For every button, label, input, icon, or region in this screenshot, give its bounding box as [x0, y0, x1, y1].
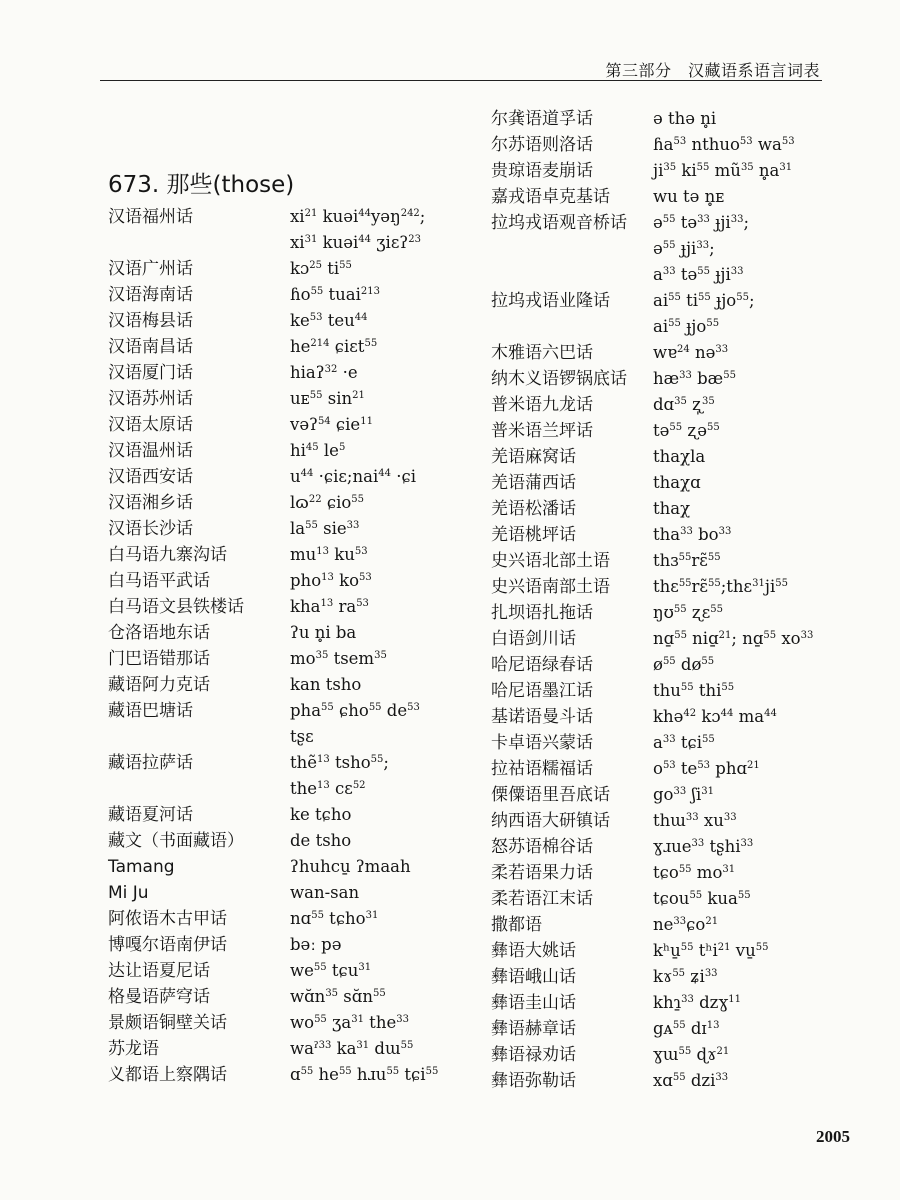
word-form: pha$^{55}$ ɕho$^{55}$ $de^{53}$ — [290, 701, 420, 720]
language-name: 汉语厦门话 — [108, 363, 193, 383]
language-entry — [108, 802, 468, 828]
word-form: $ai^{55}$ $ti^{55}$ ɟjo$^{55}$; — [653, 291, 755, 310]
language-entry — [491, 912, 851, 938]
language-name: 普米语兰坪话 — [491, 421, 593, 441]
language-entry — [108, 490, 468, 516]
language-entry — [108, 958, 468, 984]
word-forms — [653, 860, 851, 886]
language-name: 藏文（书面藏语） — [108, 831, 244, 851]
word-forms — [653, 496, 851, 522]
language-name: 拉坞戎语观音桥话 — [491, 213, 627, 233]
language-name: 彝语弥勒话 — [491, 1071, 576, 1091]
word-form: ə$^{55}$ ɟji$^{33}$; — [653, 239, 715, 258]
word-forms — [290, 568, 468, 594]
language-name: 拉祜语糯福话 — [491, 759, 593, 779]
language-entry — [108, 438, 468, 464]
word-form: nɑ̱$^{55}$ niɑ̱$^{21}$; nɑ̱$^{55}$ $xo^{33}$ — [653, 629, 814, 648]
word-forms — [653, 652, 851, 678]
language-entry — [108, 282, 468, 308]
language-name: 柔若语果力话 — [491, 863, 593, 883]
language-entry — [491, 184, 851, 210]
page-number: 2005 — [816, 1127, 850, 1146]
word-form: bəː pə — [290, 935, 342, 954]
word-form: $ji^{35}$ $ki^{55}$ $mũ^{35}$ $n̥a^{31}$ — [653, 161, 793, 180]
word-form: $ke^{53}$ teu$^{44}$ — [290, 311, 368, 330]
word-forms — [653, 600, 851, 626]
language-entry — [491, 860, 851, 886]
word-forms — [290, 932, 468, 958]
word-form: thẽ$^{13}$ tsho$^{55}$; — [290, 753, 389, 772]
word-forms — [653, 184, 851, 210]
language-name: 彝语大姚话 — [491, 941, 576, 961]
language-name: 格曼语萨穹话 — [108, 987, 210, 1007]
word-forms — [290, 438, 468, 464]
language-name: 嘉戎语卓克基话 — [491, 187, 610, 207]
word-form: thaχɑ — [653, 473, 701, 492]
language-name: 羌语麻窝话 — [491, 447, 576, 467]
language-name: 彝语禄劝话 — [491, 1045, 576, 1065]
language-name: 汉语长沙话 — [108, 519, 193, 539]
word-forms — [653, 782, 851, 808]
word-form: ʔhuhcu̱ ʔmaah — [290, 857, 411, 876]
word-forms — [290, 1062, 468, 1088]
language-name: 苏龙语 — [108, 1039, 159, 1059]
word-form: $la^{55}$ sie$^{33}$ — [290, 519, 360, 538]
word-forms — [290, 802, 468, 828]
word-forms — [290, 1010, 468, 1036]
language-entry — [108, 984, 468, 1010]
language-name: 博嘎尔语南伊话 — [108, 935, 227, 955]
word-form: the$^{13}$ cɛ$^{52}$ — [290, 779, 366, 798]
word-form: $ne^{33}ɕo^{21}$ — [653, 915, 719, 934]
word-forms — [653, 1068, 851, 1094]
language-entry — [491, 678, 851, 704]
word-form: $we^{55}$ tɕu$^{31}$ — [290, 961, 372, 980]
language-name: 藏语夏河话 — [108, 805, 193, 825]
language-entry — [108, 334, 468, 360]
word-forms — [290, 386, 468, 412]
word-forms — [290, 360, 468, 386]
language-entry — [491, 366, 851, 392]
word-form: khɿ̱$^{33}$ dzɣ$^{11}$ — [653, 993, 741, 1012]
language-entry — [491, 106, 851, 132]
entry-title: 673. 那些(those) — [108, 172, 295, 198]
language-entry — [491, 548, 851, 574]
language-name: 藏语拉萨话 — [108, 753, 193, 773]
language-entry — [491, 444, 851, 470]
language-name: 汉语福州话 — [108, 207, 193, 227]
language-name: 汉语苏州话 — [108, 389, 193, 409]
word-forms — [290, 464, 468, 490]
language-entry — [491, 132, 851, 158]
word-form: pho$^{13}$ $ko^{53}$ — [290, 571, 372, 590]
language-name: 汉语湘乡话 — [108, 493, 193, 513]
language-entry — [108, 932, 468, 958]
word-forms — [653, 626, 851, 652]
word-forms — [653, 522, 851, 548]
language-name: 哈尼语绿春话 — [491, 655, 593, 675]
word-forms — [290, 308, 468, 334]
word-form: kɔ$^{25}$ $ti^{55}$ — [290, 259, 352, 278]
word-forms — [653, 808, 851, 834]
language-entry — [491, 1042, 851, 1068]
word-forms — [653, 886, 851, 912]
language-name: 彝语赫章话 — [491, 1019, 576, 1039]
word-form: ɣɯ$^{55}$ ɖɤ$^{21}$ — [653, 1045, 730, 1064]
language-entry — [108, 1010, 468, 1036]
language-entry — [491, 886, 851, 912]
language-entry — [108, 646, 468, 672]
language-entry — [491, 496, 851, 522]
language-entry — [491, 626, 851, 652]
word-forms — [653, 964, 851, 990]
word-form: tʂɛ — [290, 727, 314, 746]
word-forms — [290, 984, 468, 1010]
language-name: Mi Ju — [108, 883, 149, 903]
language-name: 扎坝语扎拖话 — [491, 603, 593, 623]
word-form: ɣɹue$^{33}$ tʂhi$^{33}$ — [653, 837, 754, 856]
word-forms — [653, 938, 851, 964]
language-name: 哈尼语墨江话 — [491, 681, 593, 701]
word-form: $u^{44}$ ·ɕiɛ;nai$^{44}$ ·ɕi — [290, 467, 416, 486]
language-name: 汉语西安话 — [108, 467, 193, 487]
language-entry — [108, 516, 468, 542]
word-forms — [653, 470, 851, 496]
word-form: thu$^{55}$ thi$^{55}$ — [653, 681, 735, 700]
word-form: lɷ$^{22}$ ɕio$^{55}$ — [290, 493, 365, 512]
word-form: tha$^{33}$ $bo^{33}$ — [653, 525, 732, 544]
language-entry — [108, 412, 468, 438]
language-name: 羌语松潘话 — [491, 499, 576, 519]
word-forms — [653, 1016, 851, 1042]
language-name: 木雅语六巴话 — [491, 343, 593, 363]
word-forms — [653, 574, 851, 600]
word-form: waˀ$^{33}$ $ka^{31}$ dɯ$^{55}$ — [290, 1039, 414, 1058]
word-forms — [290, 750, 468, 802]
word-form: $he^{214}$ ɕiɛt$^{55}$ — [290, 337, 378, 356]
language-name: 藏语巴塘话 — [108, 701, 193, 721]
word-forms — [653, 106, 851, 132]
running-header: 第三部分 汉藏语系语言词表 — [605, 61, 820, 80]
language-name: 汉语海南话 — [108, 285, 193, 305]
language-name: 汉语广州话 — [108, 259, 193, 279]
word-forms — [653, 548, 851, 574]
language-entry — [108, 464, 468, 490]
language-name: 纳西语大研镇话 — [491, 811, 610, 831]
language-name: 汉语温州话 — [108, 441, 193, 461]
word-forms — [290, 906, 468, 932]
word-form: ke tɕho — [290, 805, 352, 824]
language-entry — [108, 698, 468, 750]
word-form: $mu^{13}$ $ku^{53}$ — [290, 545, 368, 564]
language-name: 柔若语江末话 — [491, 889, 593, 909]
language-entry — [491, 808, 851, 834]
language-entry — [108, 672, 468, 698]
word-form: $hi^{45}$ $le^5$ — [290, 441, 346, 460]
word-form: thaχla — [653, 447, 706, 466]
word-form: tɕo$^{55}$ $mo^{31}$ — [653, 863, 736, 882]
word-form: kʰu̱$^{55}$ tʰi$^{21}$ vu̱$^{55}$ — [653, 941, 769, 960]
language-name: 白马语平武话 — [108, 571, 210, 591]
language-entry — [108, 308, 468, 334]
word-form: $ai^{55}$ ɟjo$^{55}$ — [653, 317, 720, 336]
word-form: $hæ^{33}$ $bæ^{55}$ — [653, 369, 736, 388]
language-name: 基诺语曼斗话 — [491, 707, 593, 727]
word-form: nɑ$^{55}$ tɕho$^{31}$ — [290, 909, 379, 928]
language-name: 尔苏语则洛话 — [491, 135, 593, 155]
word-form: xɑ$^{55}$ dzi$^{33}$ — [653, 1071, 729, 1090]
language-entry — [491, 158, 851, 184]
word-form: thaχ — [653, 499, 691, 518]
word-form: kan tsho — [290, 675, 362, 694]
word-forms — [290, 542, 468, 568]
language-name: 阿侬语木古甲话 — [108, 909, 227, 929]
word-form: tə$^{55}$ ʐə$^{55}$ — [653, 421, 720, 440]
word-forms — [290, 204, 468, 256]
word-form: ŋʊ$^{55}$ ʐɛ$^{55}$ — [653, 603, 723, 622]
language-entry — [491, 704, 851, 730]
word-form: dɑ$^{35}$ ʐ̩$^{35}$ — [653, 395, 715, 414]
language-name: 义都语上察隅话 — [108, 1065, 227, 1085]
language-name: 白马语文县铁楼话 — [108, 597, 244, 617]
word-form: ə thə n̥i — [653, 109, 717, 128]
word-forms — [290, 672, 468, 698]
language-entry — [491, 1016, 851, 1042]
word-forms — [653, 392, 851, 418]
language-name: 史兴语北部土语 — [491, 551, 610, 571]
language-name: 普米语九龙话 — [491, 395, 593, 415]
word-forms — [290, 594, 468, 620]
language-entry — [491, 834, 851, 860]
word-form: wan-san — [290, 883, 360, 902]
language-entry — [491, 340, 851, 366]
word-forms — [653, 990, 851, 1016]
language-entry — [491, 964, 851, 990]
language-entry — [108, 204, 468, 256]
left-column — [108, 204, 468, 1088]
word-form: gᴀ$^{55}$ dɪ$^{13}$ — [653, 1019, 720, 1038]
language-entry — [108, 1036, 468, 1062]
word-form: khə$^{42}$ kɔ$^{44}$ $ma^{44}$ — [653, 707, 777, 726]
word-forms — [290, 334, 468, 360]
word-form: wu tə n̥ᴇ — [653, 187, 725, 206]
language-name: 汉语太原话 — [108, 415, 193, 435]
word-forms — [653, 1042, 851, 1068]
language-entry — [108, 620, 468, 646]
word-forms — [290, 516, 468, 542]
language-entry — [491, 730, 851, 756]
word-forms — [290, 620, 468, 646]
word-form: hiaʔ$^{32}$ ·e — [290, 363, 358, 382]
word-forms — [290, 490, 468, 516]
word-form: ʔu n̥i ba — [290, 623, 357, 642]
word-forms — [653, 288, 851, 340]
language-entry — [108, 542, 468, 568]
language-name: 傈僳语里吾底话 — [491, 785, 610, 805]
word-form: $ø^{55}$ $dø^{55}$ — [653, 655, 715, 674]
word-forms — [290, 1036, 468, 1062]
language-name: 汉语梅县话 — [108, 311, 193, 331]
language-name: 白语剑川话 — [491, 629, 576, 649]
language-entry — [108, 750, 468, 802]
word-forms — [290, 958, 468, 984]
word-forms — [653, 834, 851, 860]
word-forms — [653, 704, 851, 730]
word-form: thɜ$^{55}$rɛ̃$^{55}$ — [653, 551, 721, 570]
word-form: $a^{33}$ tɕi$^{55}$ — [653, 733, 715, 752]
word-form: kha$^{13}$ $ra^{53}$ — [290, 597, 369, 616]
language-entry — [491, 1068, 851, 1094]
language-entry — [491, 418, 851, 444]
language-entry — [491, 782, 851, 808]
word-form: $go^{33}$ ʃi$^{31}$ — [653, 785, 714, 804]
language-name: 撒都语 — [491, 915, 542, 935]
word-forms — [653, 756, 851, 782]
word-form: ɑ$^{55}$ $he^{55}$ hɹu$^{55}$ tɕi$^{55}$ — [290, 1065, 439, 1084]
language-entry — [491, 652, 851, 678]
header-rule — [100, 80, 822, 81]
word-form: $wo^{55}$ ʒa$^{31}$ the$^{33}$ — [290, 1013, 409, 1032]
language-name: 卡卓语兴蒙话 — [491, 733, 593, 753]
language-name: 门巴语错那话 — [108, 649, 210, 669]
language-entry — [491, 470, 851, 496]
language-name: 景颇语铜壁关话 — [108, 1013, 227, 1033]
language-name: 彝语峨山话 — [491, 967, 576, 987]
word-form: vəʔ$^{54}$ ɕie$^{11}$ — [290, 415, 373, 434]
word-form: $o^{53}$ $te^{53}$ phɑ$^{21}$ — [653, 759, 760, 778]
language-entry — [108, 360, 468, 386]
language-name: 贵琼语麦崩话 — [491, 161, 593, 181]
language-name: 尔龚语道孚话 — [491, 109, 593, 129]
word-forms — [290, 698, 468, 750]
language-name: 史兴语南部土语 — [491, 577, 610, 597]
word-form: $thɛ^{55}rɛ̃^{55};thɛ^{31}ji^{55}$ — [653, 577, 788, 596]
word-forms — [290, 828, 468, 854]
language-entry — [108, 906, 468, 932]
word-forms — [290, 412, 468, 438]
word-form: thɯ$^{33}$ $xu^{33}$ — [653, 811, 737, 830]
word-forms — [653, 678, 851, 704]
word-form: $mo^{35}$ tsem$^{35}$ — [290, 649, 387, 668]
word-form: de tsho — [290, 831, 352, 850]
word-forms — [290, 880, 468, 906]
word-forms — [653, 444, 851, 470]
language-name: 怒苏语棉谷话 — [491, 837, 593, 857]
language-name: Tamang — [108, 857, 175, 877]
word-form: $xi^{21}$ kuəi$^{44}$yəŋ$^{242}$; — [290, 207, 426, 226]
language-entry — [491, 288, 851, 340]
language-entry — [491, 574, 851, 600]
word-forms — [653, 730, 851, 756]
word-forms — [653, 158, 851, 184]
language-entry — [108, 828, 468, 854]
word-forms — [653, 418, 851, 444]
word-forms — [290, 646, 468, 672]
language-name: 拉坞戎语业隆话 — [491, 291, 610, 311]
word-form: ɦo$^{55}$ tuai$^{213}$ — [290, 285, 381, 304]
language-name: 汉语南昌话 — [108, 337, 193, 357]
word-form: kɤ$^{55}$ ʑi$^{33}$ — [653, 967, 718, 986]
language-name: 纳木义语锣锅底话 — [491, 369, 627, 389]
language-entry — [491, 600, 851, 626]
word-form: $a^{33}$ tə$^{55}$ ɟji$^{33}$ — [653, 265, 744, 284]
language-entry — [491, 522, 851, 548]
language-name: 达让语夏尼话 — [108, 961, 210, 981]
word-form: wɐ$^{24}$ nə$^{33}$ — [653, 343, 729, 362]
language-name: 羌语蒲西话 — [491, 473, 576, 493]
language-entry — [108, 854, 468, 880]
language-entry — [491, 990, 851, 1016]
word-forms — [653, 340, 851, 366]
word-forms — [653, 912, 851, 938]
word-form: $xi^{31}$ kuəi$^{44}$ ʒiɛʔ$^{23}$ — [290, 233, 421, 252]
word-form: tɕou$^{55}$ kua$^{55}$ — [653, 889, 751, 908]
language-name: 彝语圭山话 — [491, 993, 576, 1013]
language-entry — [491, 938, 851, 964]
word-forms — [653, 366, 851, 392]
language-name: 羌语桃坪话 — [491, 525, 576, 545]
word-form: ɦa$^{53}$ nthuo$^{53}$ $wa^{53}$ — [653, 135, 795, 154]
word-forms — [653, 210, 851, 288]
word-form: ə$^{55}$ tə$^{33}$ ɟji$^{33}$; — [653, 213, 750, 232]
word-forms — [290, 854, 468, 880]
language-name: 仓洛语地东话 — [108, 623, 210, 643]
language-entry — [108, 880, 468, 906]
word-forms — [653, 132, 851, 158]
language-name: 藏语阿力克话 — [108, 675, 210, 695]
word-forms — [290, 256, 468, 282]
language-entry — [491, 392, 851, 418]
language-name: 白马语九寨沟话 — [108, 545, 227, 565]
language-entry — [491, 756, 851, 782]
word-form: uᴇ$^{55}$ $\sin^{21}$ — [290, 389, 365, 408]
language-entry — [108, 594, 468, 620]
language-entry — [491, 210, 851, 288]
word-forms — [290, 282, 468, 308]
word-form: $wɑ̆n^{35}$ $sɑ̆n^{55}$ — [290, 987, 386, 1006]
right-column — [491, 106, 851, 1094]
language-entry — [108, 256, 468, 282]
language-entry — [108, 386, 468, 412]
language-entry — [108, 1062, 468, 1088]
language-entry — [108, 568, 468, 594]
